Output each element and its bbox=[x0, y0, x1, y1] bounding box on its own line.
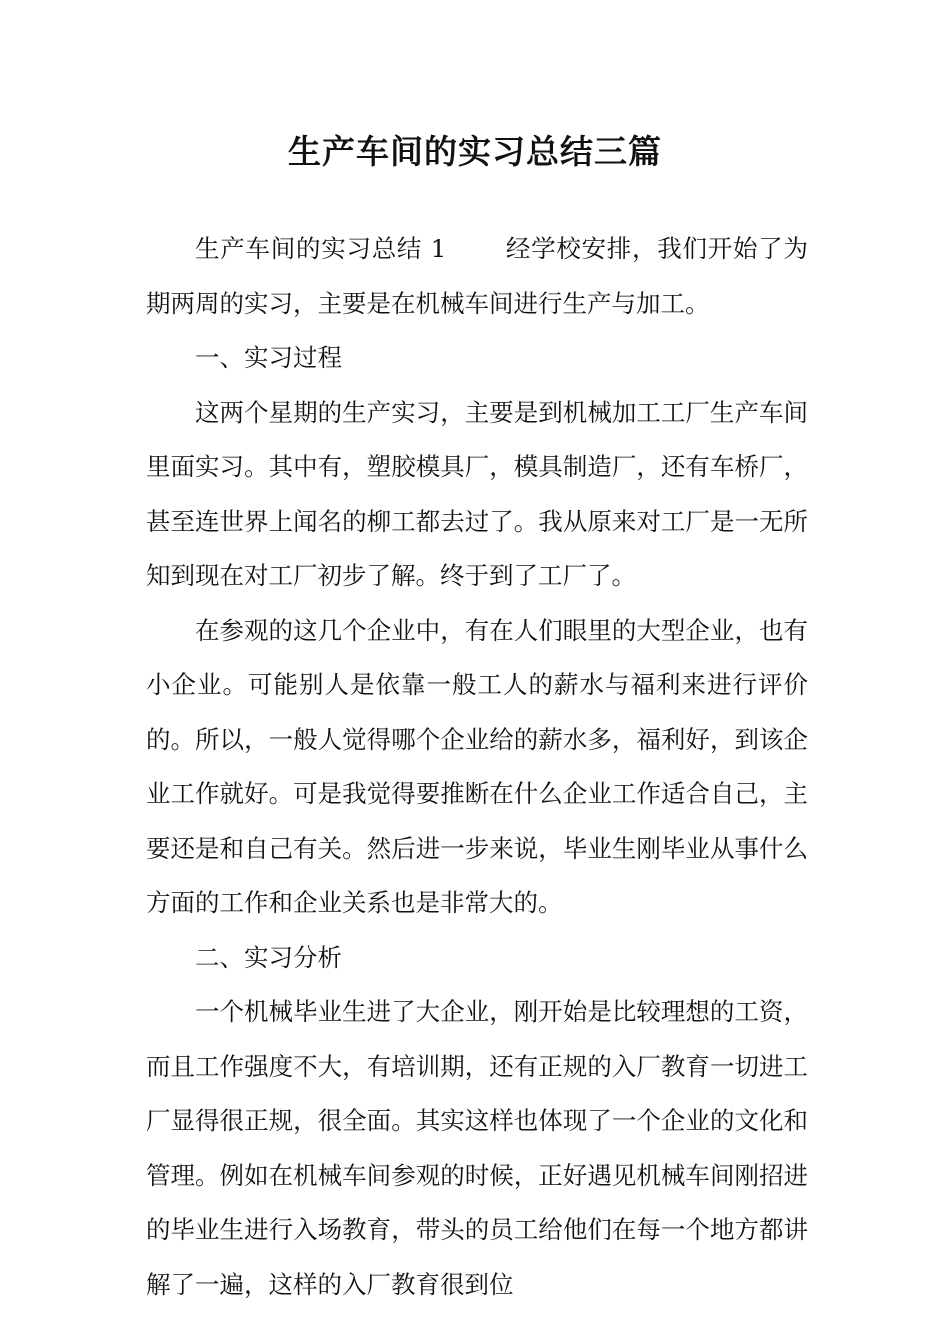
document-title: 生产车间的实习总结三篇 bbox=[288, 132, 662, 171]
section-heading-process: 一、实习过程 bbox=[195, 343, 342, 372]
intro-paragraph bbox=[146, 222, 808, 331]
intro-text: 经学校安排，我们开始了为期两周的实习，主要是在机械车间进行生产与加工。 bbox=[146, 234, 808, 318]
intro-label: 生产车间的实习总结 1 bbox=[195, 234, 447, 263]
document-body bbox=[146, 222, 808, 1312]
body-paragraph: 这两个星期的生产实习，主要是到机械加工工厂生产车间里面实习。其中有，塑胶模具厂，模具制造厂，还有车桥厂，甚至连世界上闻名的柳工都去过了。我从原来对工厂是一无所知到现在对工厂初步了解。终于到了工厂了。 bbox=[146, 397, 808, 590]
body-paragraph: 一个机械毕业生进了大企业，刚开始是比较理想的工资，而且工作强度不大，有培训期，还有正规的入厂教育一切进工厂显得很正规，很全面。其实这样也体现了一个企业的文化和管理。例如在机械车间参观的时候，正好遇见机械车间刚招进的毕业生进行入场教育，带头的员工给他们在每一个地方都讲解了一遍，这样的入厂教育很到位 bbox=[146, 997, 808, 1299]
body-paragraph: 在参观的这几个企业中，有在人们眼里的大型企业，也有小企业。可能别人是依靠一般工人的薪水与福利来进行评价的。所以，一般人觉得哪个企业给的薪水多，福利好，到该企业工作就好。可是我觉得要推断在什么企业工作适合自己，主要还是和自己有关。然后进一步来说，毕业生刚毕业从事什么方面的工作和企业关系也是非常大的。 bbox=[146, 615, 808, 917]
section-heading-analysis: 二、实习分析 bbox=[195, 942, 342, 972]
